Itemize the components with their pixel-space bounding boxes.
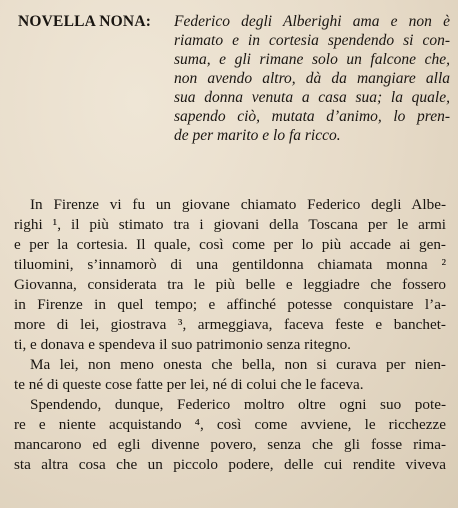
novella-summary	[174, 12, 450, 145]
summary-line: non avendo altro, dà da mangiare alla	[174, 70, 450, 87]
novella-body-text	[14, 195, 446, 475]
body-line: ti, e donava e spendeva il suo patrimonio senza ritegno.	[14, 336, 351, 353]
body-line: te né di queste cose fatte per lei, né di colui che le faceva.	[14, 376, 364, 393]
body-line: tiluomini, s’innamorò di una gentildonna chiamata monna ²	[14, 256, 446, 273]
summary-line: riamato e in cortesia spendendo si con-	[174, 32, 450, 49]
body-line: more di lei, giostrava ³, armeggiava, faceva feste e banchet-	[14, 316, 446, 333]
summary-line: de per marito e lo fa ricco.	[174, 127, 341, 144]
body-line: mancarono ed egli divenne povero, senza che gli fosse rima-	[14, 436, 446, 453]
summary-line: Federico degli Alberighi ama e non è	[174, 13, 450, 30]
body-line: in Firenze in quel tempo; e affinché potesse conquistare l’a-	[14, 296, 446, 313]
body-line: e per la cortesia. Il quale, così come per lo più accade ai gen-	[14, 236, 446, 253]
body-line: Spendendo, dunque, Federico moltro oltre ogni suo pote-	[30, 396, 446, 413]
body-line: In Firenze vi fu un giovane chiamato Federico degli Albe-	[30, 196, 446, 213]
summary-line: sapendo ciò, mutata d’animo, lo pren-	[174, 108, 450, 125]
summary-line: suma, e gli rimane solo un falcone che,	[174, 51, 450, 68]
body-line: righi ¹, il più stimato tra i giovani della Toscana per le armi	[14, 216, 446, 233]
body-line: Giovanna, considerata tra le più belle e leggiadre che fossero	[14, 276, 446, 293]
body-line: re e niente acquistando ⁴, così come avviene, le ricchezze	[14, 416, 446, 433]
novella-label: NOVELLA NONA:	[18, 13, 152, 30]
summary-line: sua donna venuta a casa sua; la quale,	[174, 89, 450, 106]
body-line: sta altra cosa che un piccolo podere, delle cui rendite viveva	[14, 456, 446, 473]
body-line: Ma lei, non meno onesta che bella, non si curava per nien-	[30, 356, 446, 373]
